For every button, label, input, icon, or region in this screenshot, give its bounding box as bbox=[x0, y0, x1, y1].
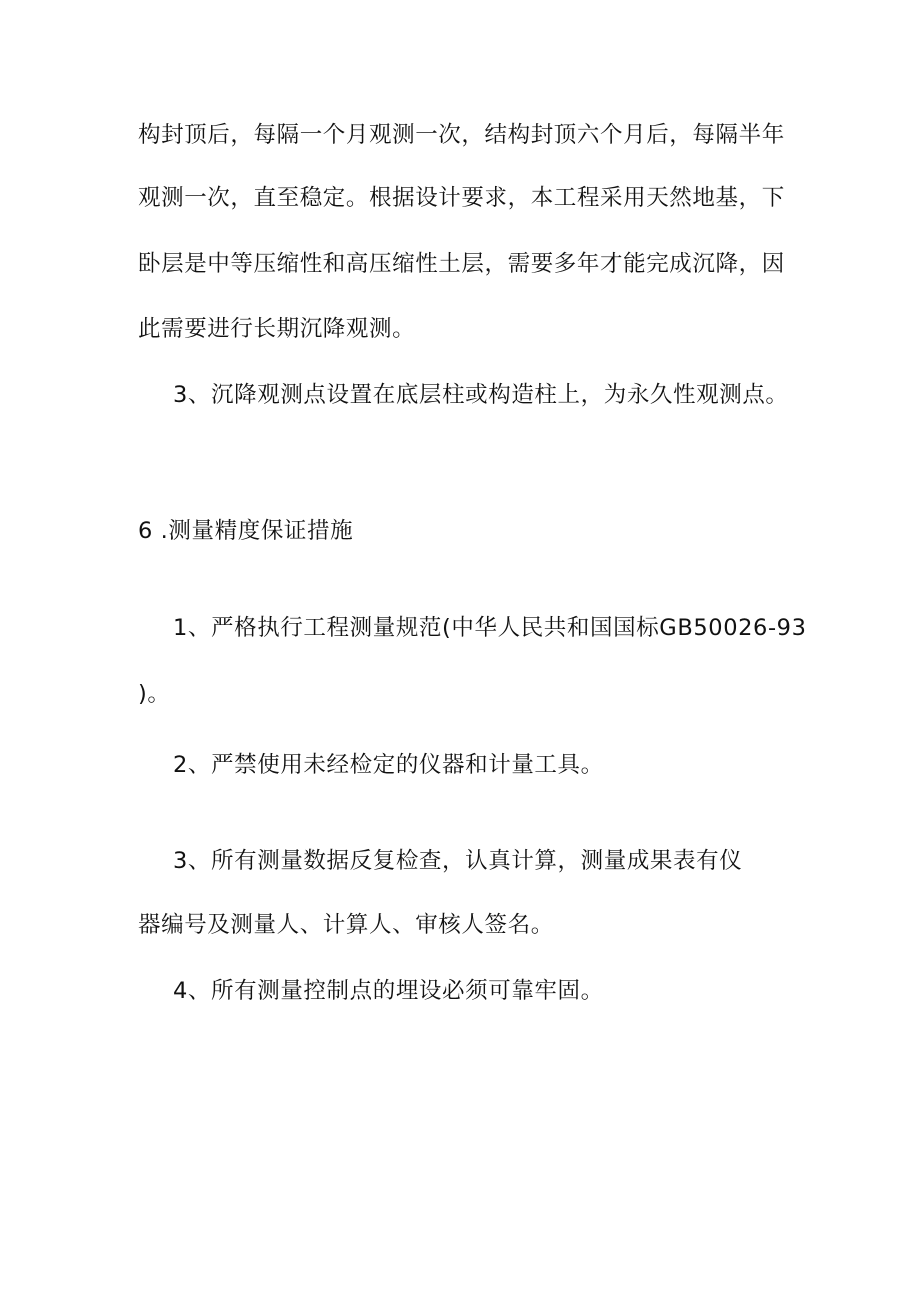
list-item: 4、所有测量控制点的埋设必须可靠牢固。 bbox=[173, 978, 604, 1004]
paragraph-line: 此需要进行长期沉降观测。 bbox=[138, 316, 416, 342]
list-item-continuation: 器编号及测量人、计算人、审核人签名。 bbox=[138, 912, 554, 938]
list-item: 2、严禁使用未经检定的仪器和计量工具。 bbox=[173, 752, 604, 778]
list-item: 1、严格执行工程测量规范(中华人民共和国国标GB50026-93 bbox=[173, 615, 807, 641]
paragraph-line: 观测一次，直至稳定。根据设计要求，本工程采用天然地基，下 bbox=[138, 185, 785, 211]
section-heading: 6 .测量精度保证措施 bbox=[138, 518, 354, 544]
paragraph-line: 构封顶后，每隔一个月观测一次，结构封顶六个月后，每隔半年 bbox=[138, 122, 785, 148]
list-item: 3、所有测量数据反复检查，认真计算，测量成果表有仪 bbox=[173, 848, 743, 874]
list-item: 3、沉降观测点设置在底层柱或构造柱上，为永久性观测点。 bbox=[173, 382, 789, 408]
list-item-continuation: )。 bbox=[138, 681, 171, 707]
paragraph-line: 卧层是中等压缩性和高压缩性土层，需要多年才能完成沉降，因 bbox=[138, 251, 785, 277]
